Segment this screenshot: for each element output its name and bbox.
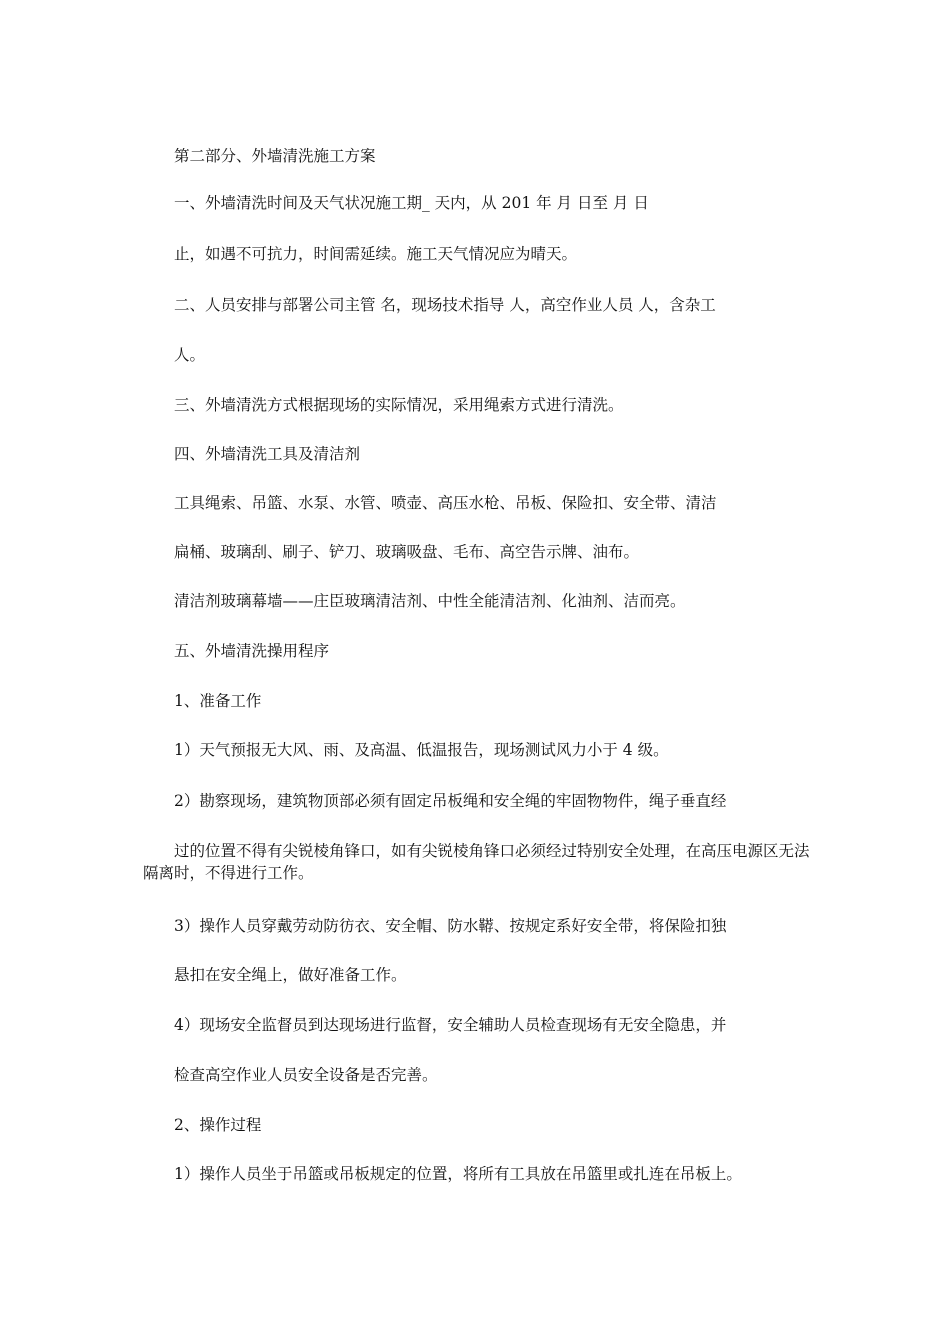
- paragraph-line: 扁桶、玻璃刮、刷子、铲刀、玻璃吸盘、毛布、高空告示牌、油布。: [174, 543, 640, 561]
- paragraph-line: 悬扣在安全绳上，做好准备工作。: [174, 966, 407, 984]
- paragraph-line: 检查高空作业人员安全设备是否完善。: [174, 1066, 438, 1084]
- paragraph-line: 三、外墙清洗方式根据现场的实际情况，采用绳索方式进行清洗。: [174, 396, 624, 414]
- section-title: 第二部分、外墙清洗施工方案: [174, 147, 376, 165]
- paragraph-line: 四、外墙清洗工具及清洁剂: [174, 445, 361, 463]
- paragraph-line: 一、外墙清洗时间及天气状况施工期_ 天内，从 201 年 月 日至 月 日: [174, 194, 649, 212]
- paragraph-line: 工具绳索、吊篮、水泵、水管、喷壶、高压水枪、吊板、保险扣、安全带、清洁: [174, 494, 717, 512]
- paragraph-line: 1）操作人员坐于吊篮或吊板规定的位置，将所有工具放在吊篮里或扎连在吊板上。: [174, 1165, 742, 1183]
- paragraph-line: 五、外墙清洗操用程序: [174, 642, 330, 660]
- paragraph-line: 过的位置不得有尖锐棱角锋口，如有尖锐棱角锋口必须经过特别安全处理，在高压电源区无法隔离时，不得进行工作。: [143, 842, 810, 882]
- paragraph-line: 清洁剂玻璃幕墙——庄臣玻璃清洁剂、中性全能清洁剂、化油剂、洁而亮。: [174, 592, 686, 610]
- paragraph-line: 3）操作人员穿戴劳动防彷衣、安全帽、防水鞯、按规定系好安全带，将保险扣独: [174, 917, 727, 935]
- paragraph-line: 二、人员安排与部署公司主管 名，现场技术指导 人，高空作业人员 人，含杂工: [174, 296, 716, 314]
- paragraph-line: 1）天气预报无大风、雨、及高温、低温报告，现场测试风力小于 4 级。: [174, 741, 669, 759]
- paragraph-line: 2、操作过程: [174, 1116, 262, 1134]
- paragraph-line: 止，如遇不可抗力，时间需延续。施工天气情况应为晴天。: [174, 245, 578, 263]
- paragraph-line: 2）勘察现场，建筑物顶部必须有固定吊板绳和安全绳的牢固物物件，绳子垂直经: [174, 792, 727, 810]
- paragraph-line: 1、准备工作: [174, 692, 262, 710]
- paragraph-line: 4）现场安全监督员到达现场进行监督，安全辅助人员检查现场有无安全隐患，并: [174, 1016, 727, 1034]
- paragraph-line: 人。: [174, 346, 206, 364]
